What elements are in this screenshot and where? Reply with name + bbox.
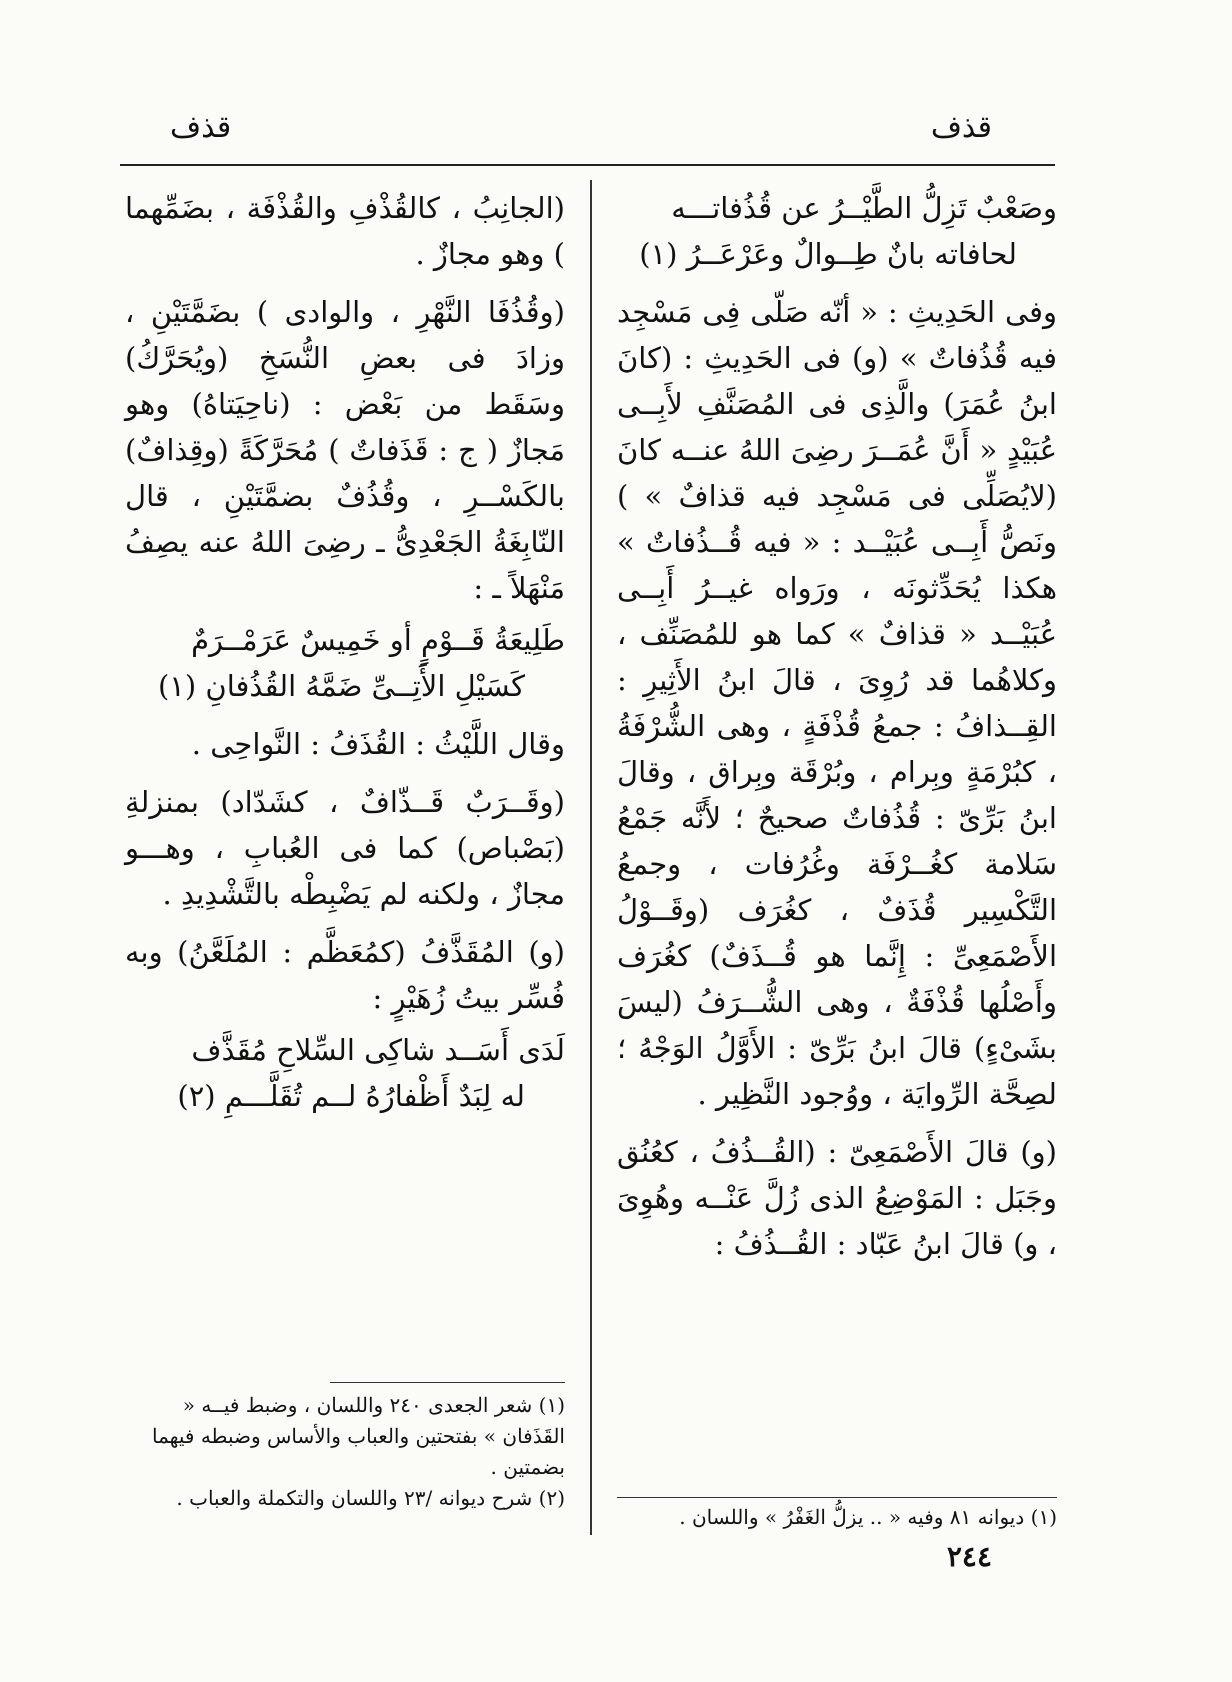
header-left-word: قذف	[170, 110, 232, 145]
paragraph: وقال اللَّيْثُ : القُذَفُ : النَّواحِى .	[191, 727, 565, 761]
verse-line: لَدَى أَسَــد شاكِى السِّلاحِ مُقَذَّف	[191, 1033, 565, 1067]
verse-line: طَلِيعَةُ قَــوْمٍ أو خَمِيسٌ عَرَمْــرَمٌ	[191, 623, 565, 657]
verse-line: لحافاته بانٌ طِــوالٌ وعَرْعَــرُ (١)	[639, 237, 1017, 271]
verse-line: وصَعْبٌ تَزِلُّ الطَّيْــرُ عن قُذُفاتـــه	[671, 191, 1057, 225]
footnote-rule-right	[617, 1497, 1057, 1498]
left-column	[125, 185, 565, 1119]
footnote: (٢) شرح ديوانه /٢٣ واللسان والتكملة والعباب .	[176, 1486, 565, 1510]
footnotes-left	[125, 1390, 565, 1514]
header-rule	[120, 164, 1055, 166]
verse-line: له لِبَدٌ أَظْفارُهُ لــم تُقَلَّـــمِ (٢)	[177, 1079, 525, 1113]
header-right-word: قذف	[930, 110, 992, 145]
footnote: (١) ديوانه ٨١ وفيه « .. يزلُّ الغَفْرُ » واللسان .	[679, 1505, 1057, 1529]
footnotes-right	[617, 1502, 1057, 1533]
footnote: (١) شعر الجعدى ٢٤٠ واللسان ، وضبط فيــه « القَذَفان » بفتحتين والعباب والأساس وضبطه فيهما بضمتين .	[152, 1393, 565, 1479]
paragraph: (وقَــرَبٌ قَــذّافٌ ، كشَدّاد) بمنزلةِ (بَصْباص) كما فى العُبابِ ، وهـــو مجازٌ ، ولكنه لم يَضْبِطْه بالتَّشْدِيدِ .	[125, 785, 565, 911]
footnote-rule-left	[330, 1382, 565, 1383]
paragraph: (و) المُقَذَّفُ (كمُعَظَّم : المُلَعَّنُ) وبه فُسِّر بيتُ زُهَيْرٍ :	[125, 935, 565, 1015]
page-number: ٢٤٤	[946, 1540, 992, 1573]
paragraph: (و) قالَ الأَصْمَعِىّ : (القُــذُفُ ، كعُنُق وجَبَل : المَوْضِعُ الذى زُلَّ عَنْــه وهُوِىَ ، و) قالَ ابنُ عَبّاد : القُــذُفُ :	[617, 1135, 1057, 1261]
column-divider	[590, 180, 592, 1535]
right-column	[617, 185, 1057, 1273]
verse-line: كَسَيْلِ الأَتِــىِّ ضَمَّهُ القُذُفانِ (١)	[157, 669, 525, 703]
paragraph: (الجانِبُ ، كالقُذْفِ والقُذْفَة ، بضَمِّهما ) وهو مجازٌ .	[125, 191, 565, 271]
paragraph: وفى الحَدِيثِ : « أنّه صَلّى فِى مَسْجِد فيه قُذُفاتٌ » (و) فى الحَدِيثِ : (كانَ ابنُ عُمَرَ) والَّذِى فى المُصَنَّفِ لأَبِــى عُبَيْدٍ « أَنَّ عُمَــرَ رضِىَ اللهُ عنــه كانَ (لايُصَلِّى فى مَسْجِد فيه قذافٌ » ) ونَصُّ أَبِــى عُبَيْــد : « فيه قُــذُفاتٌ » هكذا يُحَدِّثونَه ، ورَواه غيــرُ أَبِــى عُبَيْــد « قذافٌ » كما هو للمُصَنِّف ، وكلاهُما قد رُوِىَ ، قالَ ابنُ الأَثِيرِ : القِــذافُ : جمعُ قُذْفَةٍ ، وهى الشُّرْفَةُ ، كبُرْمَةٍ وبِرام ، وبُرْقَة وبِراق ، وقالَ ابنُ بَرِّىّ : قُذُفاتٌ صحيحٌ ؛ لأَنَّه جَمْعُ سَلامة كغُــرْفَة وغُرُفات ، وجمعُ التَّكْسِير قُذَفٌ ، كغُرَف (وقَــوْلُ الأَصْمَعِىِّ : إِنَّما هو قُــذَفٌ) كغُرَف وأَصْلُها قُذْفَةٌ ، وهى الشُّــرَفُ (ليسَ بشَىْءٍ) قالَ ابنُ بَرِّىّ : الأَوَّلُ الوَجْهُ ؛ لصِحَّة الرِّوايَة ، ووُجود النَّظِير .	[617, 295, 1057, 1111]
paragraph: (وقُذُفَا النَّهْرِ ، والوادى ) بضَمَّتَيْنِ ، وزادَ فى بعضِ النُّسَخِ (ويُحَرَّكُ) وسَقَط من بَعْض : (ناحِيَتاهُ) وهو مَجازٌ ( ج : قَذَفاتٌ ) مُحَرَّكَةً (وقِذافٌ) بالكَسْــرِ ، وقُذُفٌ بضمَّتَيْنِ ، قال النّابِغَةُ الجَعْدِىُّ ـ رضِىَ اللهُ عنه يصِفُ مَنْهَلاً ـ :	[125, 295, 565, 605]
